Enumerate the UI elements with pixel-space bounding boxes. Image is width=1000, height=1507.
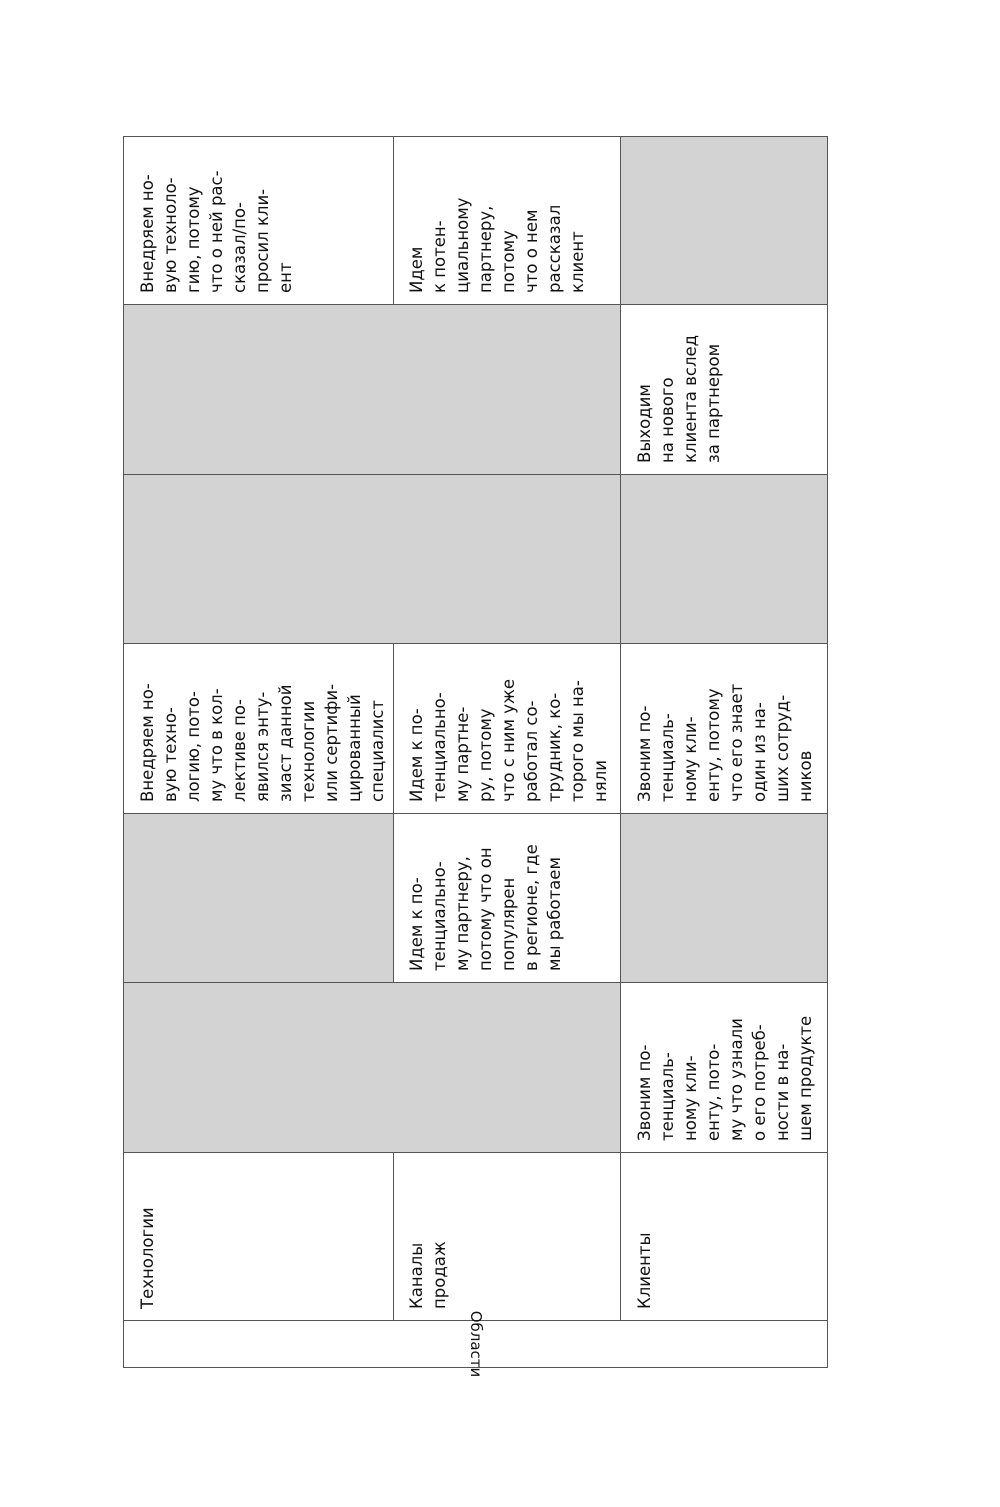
row-label-cell: Клиенты [621, 1153, 827, 1321]
table-cell [621, 475, 827, 644]
table-cell [124, 475, 393, 644]
row-label-cell: Технологии [124, 1153, 393, 1321]
table-row-clients [621, 136, 828, 1368]
table-cell [124, 305, 393, 475]
rotated-table-area [123, 136, 828, 1378]
table-cell: Выходим на нового клиента вслед за партнером [621, 305, 827, 475]
table-row-sales-channels [393, 136, 621, 1368]
table-cell: Звоним по- тенциаль- ному кли- енту, пото- му что узнали о его потреб- ности в на- шем продукте [621, 983, 827, 1153]
table-cell: Внедряем но- вую техно- логию, пото- му что в кол- лективе по- явился энту- зиаст данной технологии или сертифи- цированный специалист [124, 644, 393, 814]
table-cell [621, 136, 827, 305]
table-row-technologies [123, 136, 394, 1368]
table-cell: Внедряем но- вую техноло- гию, потому что о ней рас- сказал/по- просил кли- ент [124, 136, 393, 305]
areas-table [123, 136, 828, 1378]
table-cell [124, 814, 393, 983]
table-cell: Идем к по- тенциально- му партнеру, потому что он популярен в регионе, где мы работаем [393, 814, 620, 983]
areas-header-column [123, 1310, 828, 1378]
row-label-cell: Каналы продаж [393, 1153, 620, 1321]
table-cell [393, 305, 620, 475]
areas-header-text: Области [466, 1310, 485, 1378]
table-cell: Звоним по- тенциаль- ному кли- енту, потому что его знает один из на- ших сотруд- ников [621, 644, 827, 814]
table-cell: Идем к потен- циальному партнеру, потому что о нем рассказал клиент [393, 136, 620, 305]
table-cell [393, 475, 620, 644]
table-cell: Идем к по- тенциально- му партне- ру, потому что с ним уже работал со- трудник, ко- торого мы на- няли [393, 644, 620, 814]
table-cell [124, 983, 393, 1153]
table-cell [393, 983, 620, 1153]
table-cell [621, 814, 827, 983]
